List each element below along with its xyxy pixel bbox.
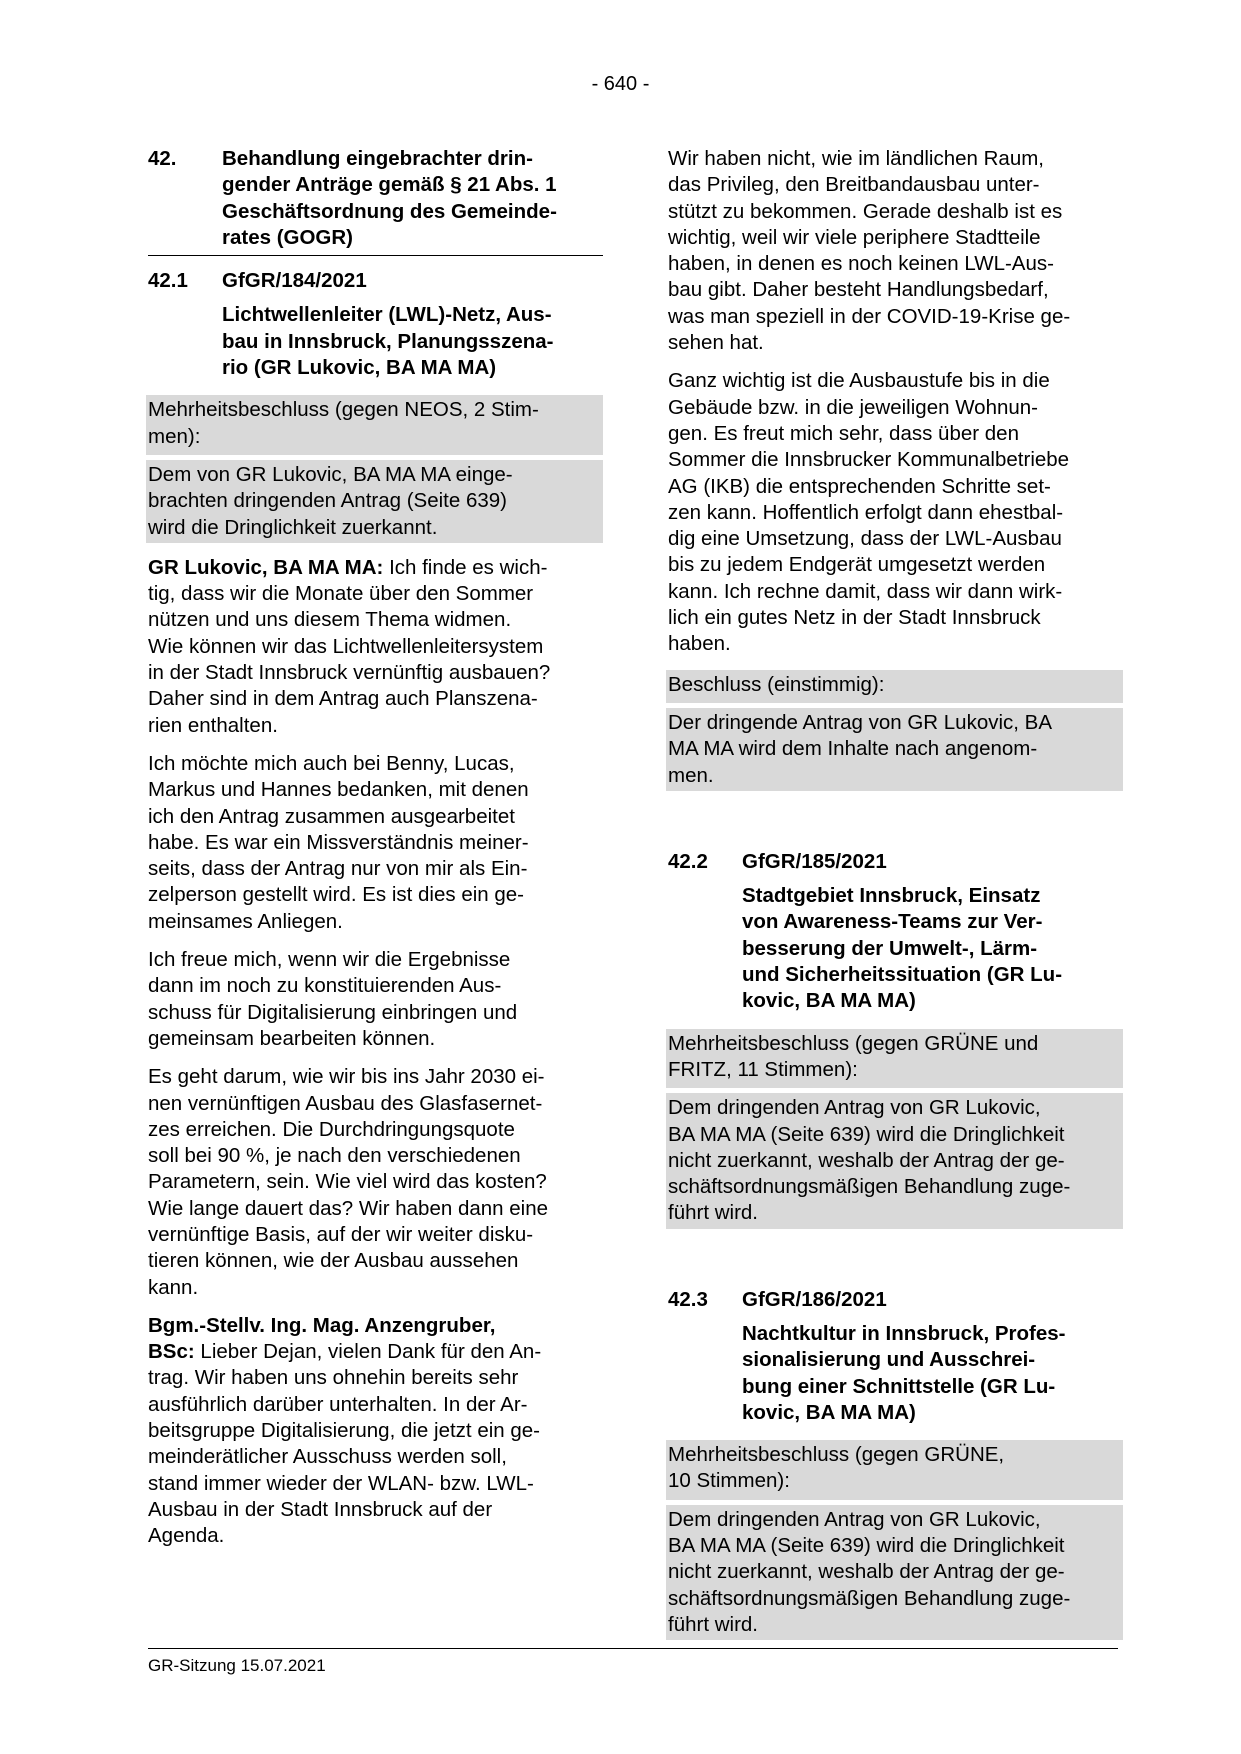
text-line: Parametern, sein. Wie viel wird das kosten? <box>148 1170 547 1194</box>
item-42-2-heading <box>668 849 1123 875</box>
text-line: AG (IKB) die entsprechenden Schritte set- <box>668 474 1051 498</box>
text-line: Sommer die Innsbrucker Kommunalbetriebe <box>668 448 1070 472</box>
item-42-3-resolution <box>668 1440 1123 1640</box>
item-42-1-final-resolution <box>668 670 1123 791</box>
item-42-2-resolution <box>668 1029 1123 1229</box>
title-line: Nachtkultur in Innsbruck, Profes- <box>742 1321 1066 1345</box>
text-line: schuss für Digitalisierung einbringen und <box>148 1000 518 1024</box>
vote-line: FRITZ, 11 Stimmen): <box>668 1057 858 1081</box>
heading-line: gender Anträge gemäß § 21 Abs. 1 <box>222 173 557 197</box>
text-line: rien enthalten. <box>148 713 278 737</box>
vote-result <box>666 670 1123 703</box>
item-code: GfGR/186/2021 <box>742 1287 887 1311</box>
text-line: wichtig, weil wir viele periphere Stadtteile <box>668 225 1041 249</box>
text-line: trag. Wir haben uns ohnehin bereits sehr <box>148 1366 519 1390</box>
text-line: lich ein gutes Netz in der Stadt Innsbruck <box>668 606 1041 630</box>
text-line: stand immer wieder der WLAN- bzw. LWL- <box>148 1471 534 1495</box>
vote-result <box>666 1029 1123 1089</box>
text-line: Markus und Hannes bedanken, mit denen <box>148 778 529 802</box>
speech-paragraph <box>668 146 1123 356</box>
section-number: 42. <box>148 147 177 170</box>
text-line: ich den Antrag zusammen ausgearbeitet <box>148 804 515 828</box>
decision-line: schäftsordnungsmäßigen Behandlung zuge- <box>668 1175 1071 1199</box>
title-line: kovic, BA MA MA) <box>742 989 916 1013</box>
text-line: Agenda. <box>148 1524 225 1548</box>
text-line: Ich freue mich, wenn wir die Ergebnisse <box>148 948 511 972</box>
text-line: vernünftige Basis, auf der wir weiter disku- <box>148 1222 534 1246</box>
vote-line: Mehrheitsbeschluss (gegen NEOS, 2 Stim- <box>148 398 539 422</box>
text-line: Ich finde es wich- <box>383 555 548 579</box>
speech-paragraph <box>148 1064 603 1301</box>
decision-line: BA MA MA (Seite 639) wird die Dringlichkeit <box>668 1534 1065 1558</box>
text-line: bis zu jedem Endgerät umgesetzt werden <box>668 553 1046 577</box>
text-line: beitsgruppe Digitalisierung, die jetzt ein ge- <box>148 1419 541 1443</box>
title-line: bau in Innsbruck, Planungsszena- <box>222 329 554 353</box>
page-number: - 640 - <box>591 73 650 95</box>
text-line: haben, in denen es noch keinen LWL-Aus- <box>668 252 1054 276</box>
text-line: Es geht darum, wie wir bis ins Jahr 2030 ei- <box>148 1065 545 1089</box>
section-42-heading <box>148 146 603 256</box>
text-line: Lieber Dejan, vielen Dank für den An- <box>194 1340 542 1364</box>
title-line: rio (GR Lukovic, BA MA MA) <box>222 356 497 380</box>
speaker-name: Bgm.-Stellv. Ing. Mag. Anzengruber, <box>148 1313 496 1337</box>
text-line: in der Stadt Innsbruck vernünftig ausbauen? <box>148 661 551 685</box>
text-line: stützt zu bekommen. Gerade deshalb ist es <box>668 199 1063 223</box>
text-line: Wie lange dauert das? Wir haben dann eine <box>148 1196 549 1220</box>
text-line: habe. Es war ein Missverständnis meiner- <box>148 830 529 854</box>
decision-text <box>666 708 1123 791</box>
text-line: meinderätlicher Ausschuss werden soll, <box>148 1445 507 1469</box>
decision-line: Dem von GR Lukovic, BA MA MA einge- <box>148 462 513 486</box>
heading-line: Behandlung eingebrachter drin- <box>222 147 533 170</box>
text-line: dig eine Umsetzung, dass der LWL-Ausbau <box>668 527 1062 551</box>
title-line: Stadtgebiet Innsbruck, Einsatz <box>742 884 1041 908</box>
decision-text <box>666 1093 1123 1228</box>
text-line: bau gibt. Daher besteht Handlungsbedarf, <box>668 278 1049 302</box>
decision-line: nicht zuerkannt, weshalb der Antrag der ge- <box>668 1148 1065 1172</box>
text-line: Wir haben nicht, wie im ländlichen Raum, <box>668 147 1044 170</box>
vote-line: men): <box>148 424 201 448</box>
text-line: zelperson gestellt wird. Es ist dies ein ge- <box>148 883 525 907</box>
footer-divider <box>148 1648 1118 1649</box>
title-line: kovic, BA MA MA) <box>742 1400 916 1424</box>
item-42-3-heading <box>668 1287 1123 1313</box>
speaker-name: BSc: <box>148 1340 195 1364</box>
text-line: zes erreichen. Die Durchdringungsquote <box>148 1117 515 1141</box>
vote-result <box>666 1440 1123 1500</box>
text-line: Daher sind in dem Antrag auch Planszena- <box>148 687 538 711</box>
speaker-name: GR Lukovic, BA MA MA: <box>148 555 384 579</box>
item-number: 42.1 <box>148 269 188 293</box>
item-number: 42.3 <box>668 1287 708 1311</box>
text-line: tig, dass wir die Monate über den Sommer <box>148 582 534 606</box>
decision-line: MA MA wird dem Inhalte nach angenom- <box>668 737 1038 761</box>
text-line: das Privileg, den Breitbandausbau unter- <box>668 173 1040 197</box>
speech-paragraph <box>148 947 603 1052</box>
text-line: ausführlich darüber unterhalten. In der Ar- <box>148 1392 528 1416</box>
decision-line: nicht zuerkannt, weshalb der Antrag der ge- <box>668 1560 1065 1584</box>
text-line: dann im noch zu konstituierenden Aus- <box>148 974 502 998</box>
decision-line: führt wird. <box>668 1612 758 1636</box>
item-code: GfGR/185/2021 <box>742 849 887 873</box>
text-line: kann. Ich rechne damit, dass wir dann wirk- <box>668 579 1063 603</box>
text-line: Ausbau in der Stadt Innsbruck auf der <box>148 1497 493 1521</box>
text-line: meinsames Anliegen. <box>148 909 343 933</box>
decision-line: wird die Dringlichkeit zuerkannt. <box>148 515 438 539</box>
text-line: nen vernünftigen Ausbau des Glasfasernet- <box>148 1091 543 1115</box>
text-line: gemeinsam bearbeiten können. <box>148 1026 436 1050</box>
vote-line: Mehrheitsbeschluss (gegen GRÜNE, <box>668 1443 1005 1467</box>
text-line: kann. <box>148 1275 199 1299</box>
heading-line: rates (GOGR) <box>222 225 353 249</box>
decision-line: BA MA MA (Seite 639) wird die Dringlichkeit <box>668 1122 1065 1146</box>
text-line: soll bei 90 %, je nach den verschiedenen <box>148 1144 521 1168</box>
title-line: von Awareness-Teams zur Ver- <box>742 910 1043 934</box>
vote-line: Mehrheitsbeschluss (gegen GRÜNE und <box>668 1031 1039 1055</box>
text-line: haben. <box>668 632 731 656</box>
decision-line: Dem dringenden Antrag von GR Lukovic, <box>668 1507 1041 1531</box>
item-42-2-title <box>668 883 1123 1014</box>
speech-paragraph <box>148 751 603 935</box>
vote-line: Beschluss (einstimmig): <box>668 672 885 696</box>
text-line: nützen und uns diesem Thema widmen. <box>148 608 512 632</box>
speech-paragraph <box>148 555 603 739</box>
text-line: gen. Es freut mich sehr, dass über den <box>668 421 1019 445</box>
item-42-3-title <box>668 1321 1123 1426</box>
decision-line: Dem dringenden Antrag von GR Lukovic, <box>668 1096 1041 1120</box>
vote-line: 10 Stimmen): <box>668 1469 790 1493</box>
text-line: sehen hat. <box>668 331 764 355</box>
title-line: Lichtwellenleiter (LWL)-Netz, Aus- <box>222 303 552 327</box>
title-line: besserung der Umwelt-, Lärm- <box>742 936 1038 960</box>
item-number: 42.2 <box>668 849 708 873</box>
text-line: Gebäude bzw. in die jeweiligen Wohnun- <box>668 395 1039 419</box>
decision-text <box>666 1505 1123 1640</box>
left-column <box>148 146 603 1562</box>
item-42-1-heading <box>148 268 603 294</box>
title-line: bung einer Schnittstelle (GR Lu- <box>742 1374 1056 1398</box>
title-line: und Sicherheitssituation (GR Lu- <box>742 963 1063 987</box>
text-line: Wie können wir das Lichtwellenleitersystem <box>148 634 544 658</box>
title-line: sionalisierung und Ausschrei- <box>742 1348 1036 1372</box>
item-42-1-resolution <box>148 395 603 542</box>
vote-result <box>146 395 603 455</box>
item-code: GfGR/184/2021 <box>222 269 367 293</box>
speech-paragraph <box>668 368 1123 657</box>
text-line: zen kann. Hoffentlich erfolgt dann ehestbal- <box>668 500 1064 524</box>
speech-paragraph <box>148 1313 603 1550</box>
decision-line: men. <box>668 763 714 787</box>
text-line: tieren können, wie der Ausbau aussehen <box>148 1249 519 1273</box>
text-line: seits, dass der Antrag nur von mir als Ein- <box>148 857 528 881</box>
footer-text: GR-Sitzung 15.07.2021 <box>148 1656 326 1675</box>
text-line: Ganz wichtig ist die Ausbaustufe bis in die <box>668 369 1050 393</box>
decision-text <box>146 460 603 543</box>
text-line: was man speziell in der COVID-19-Krise ge- <box>668 304 1071 328</box>
decision-line: führt wird. <box>668 1201 758 1225</box>
decision-line: schäftsordnungsmäßigen Behandlung zuge- <box>668 1586 1071 1610</box>
item-42-1-title <box>148 302 603 381</box>
decision-line: Der dringende Antrag von GR Lukovic, BA <box>668 710 1053 734</box>
right-column <box>668 146 1123 1652</box>
heading-line: Geschäftsordnung des Gemeinde- <box>222 199 557 223</box>
decision-line: brachten dringenden Antrag (Seite 639) <box>148 489 508 513</box>
text-line: Ich möchte mich auch bei Benny, Lucas, <box>148 751 515 775</box>
